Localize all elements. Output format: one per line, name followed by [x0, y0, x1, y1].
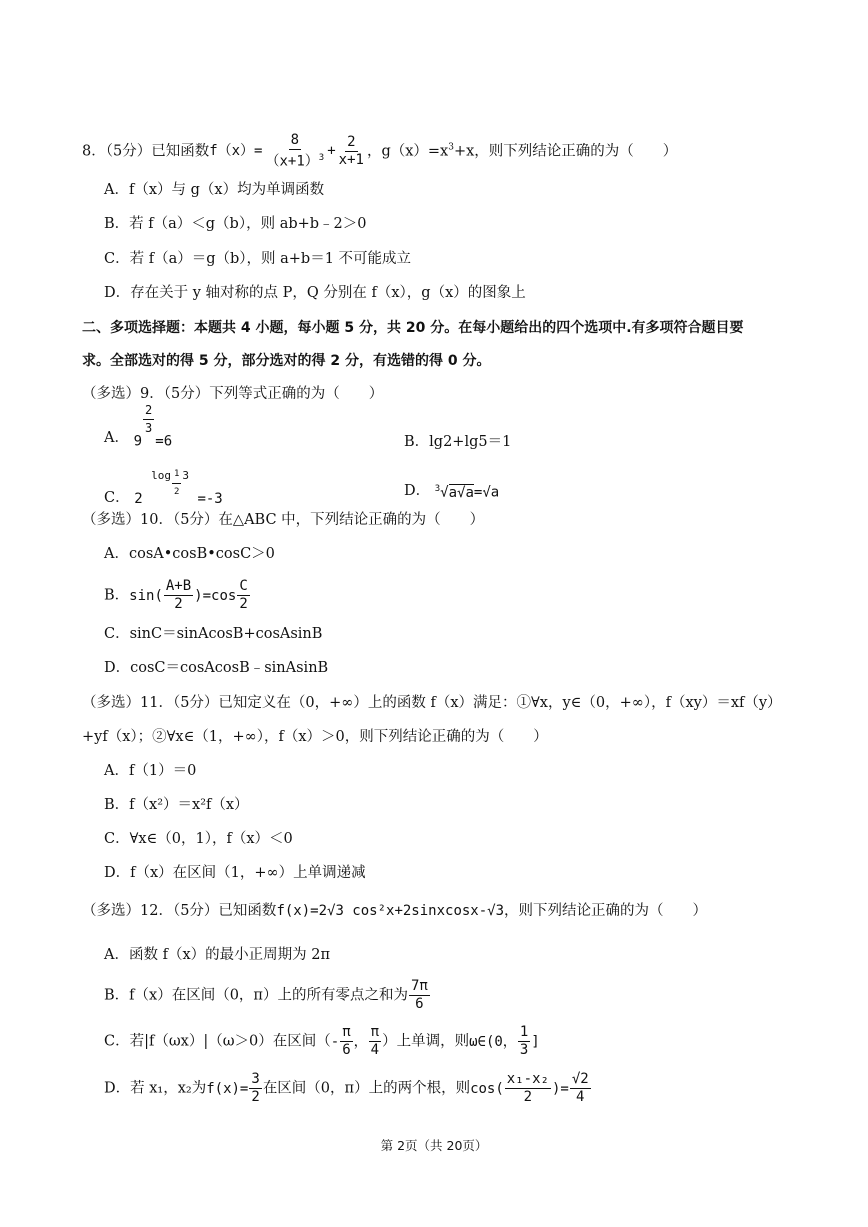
- q9-d-radical: √: [440, 484, 449, 501]
- q12-c-num3: 1: [519, 1024, 529, 1040]
- q8-stem-suffix-b: +x，则下列结论正确的为（ ）: [453, 143, 678, 160]
- q12-option-b: [104, 978, 431, 1013]
- q8-frac1: [264, 132, 327, 171]
- q12-c-num1: π: [342, 1024, 351, 1040]
- q8-option-a: A．f（x）与 g（x）均为单调函数: [104, 182, 325, 198]
- q12-stem-suffix: ，则下列结论正确的为（ ）: [504, 903, 708, 919]
- q12-c-num2: π: [370, 1024, 380, 1040]
- q9-a-exp: [143, 402, 154, 437]
- q11-option-c: C．∀x∈（0，1），f（x）＜0: [104, 831, 293, 847]
- q11-stem-line2: +yf（x）；②∀x∈（1，+∞），f（x）＞0，则下列结论正确的为（ ）: [82, 729, 548, 745]
- q8-stem: [82, 132, 677, 171]
- q12-d-num3: √2: [571, 1071, 589, 1087]
- q10-option-b: [104, 578, 251, 613]
- q9-c-exponent: [151, 468, 190, 497]
- q12-b-frac: [409, 978, 430, 1013]
- q10-option-a: A．cosA•cosB•cosC＞0: [104, 546, 275, 562]
- q9-c-sub-num: 1: [172, 466, 181, 484]
- q12-stem-prefix: （多选）12．（5分）已知函数: [82, 903, 277, 919]
- q8-stem-exp: 3: [448, 142, 454, 153]
- q12-option-d: [104, 1071, 592, 1106]
- q12-d-den2: 2: [523, 1089, 533, 1105]
- q10-option-d: D．cosC＝cosAcosB﹣sinAsinB: [104, 660, 329, 676]
- q8-option-c: C．若 f（a）＝g（b），则 a+b＝1 不可能成立: [104, 251, 412, 267]
- q12-formula: f(x)=2√3 cos²x+2sinxcosx-√3: [276, 903, 505, 919]
- q12-d-den: 2: [251, 1089, 260, 1105]
- q9-stem: （多选）9．（5分）下列等式正确的为（ ）: [82, 386, 384, 402]
- q12-c-end: ]: [531, 1033, 540, 1050]
- q11-stem-line1: （多选）11．（5分）已知定义在（0，+∞）上的函数 f（x）满足：①∀x，y∈（0，+∞），f（xy）＝xf（y）: [82, 695, 782, 711]
- q9-d-label: D．: [404, 482, 431, 499]
- q8-stem-prefix: 8．（5分）已知函数: [82, 143, 210, 160]
- q9-a-expr: [133, 403, 173, 459]
- section2-line2: 求。全部选对的得 5 分，部分选对的得 2 分，有选错的得 0 分。: [82, 353, 491, 369]
- q12-d-frac3: [570, 1071, 591, 1106]
- q9-option-c: [104, 458, 223, 507]
- q8-frac1-num: 8: [290, 132, 300, 148]
- q12-d-mid: 在区间（0，π）上的两个根，则: [262, 1080, 471, 1097]
- q8-f-label: f（x）=: [209, 143, 263, 160]
- q9-c-arg: 3: [182, 468, 190, 482]
- q10-b-num: A+B: [165, 578, 192, 594]
- q12-d-prefix: D．若 x₁，x₂为: [104, 1080, 207, 1097]
- q8-plus: +: [327, 143, 336, 160]
- q12-c-frac3: [518, 1024, 530, 1059]
- q9-d-radicand: a√a: [448, 484, 474, 501]
- q8-frac1-den: （x+1）: [265, 153, 319, 170]
- q9-option-b: B．lg2+lg5＝1: [404, 434, 512, 450]
- q10-b-den2: 2: [239, 596, 248, 612]
- q12-c-mid: ）上单调，则: [382, 1033, 470, 1050]
- q9-a-exp-num: 2: [143, 402, 154, 420]
- q10-b-sin: sin(: [129, 587, 163, 604]
- q8-option-b: B．若 f（a）＜g（b），则 ab+b﹣2＞0: [104, 216, 367, 232]
- q10-b-mid: )=cos: [194, 587, 237, 604]
- q12-b-num: 7π: [410, 978, 428, 994]
- q9-c-sub-den: 2: [173, 487, 180, 497]
- q9-a-base: 9: [133, 433, 143, 450]
- q10-option-c: C．sinC＝sinAcosB+cosAsinB: [104, 626, 323, 642]
- q9-c-rest: =-3: [197, 490, 223, 507]
- page-footer: 第 2页（共 20页）: [380, 1138, 488, 1153]
- q10-b-frac2: [237, 578, 249, 613]
- section2-line1: 二、多项选择题：本题共 4 小题，每小题 5 分，共 20 分。在每小题给出的四个选项中.有多项符合题目要: [82, 320, 744, 336]
- q9-a-label: A．: [104, 430, 129, 446]
- q12-c-den1: 6: [342, 1042, 351, 1058]
- q10-stem: （多选）10．（5分）在△ABC 中，下列结论正确的为（ ）: [82, 512, 485, 528]
- q12-c-frac2: [369, 1024, 381, 1059]
- q9-option-a: [104, 403, 173, 450]
- q10-b-label: B．: [104, 587, 130, 604]
- q9-d-root-index: 3: [434, 484, 441, 494]
- q9-c-label: C．: [104, 489, 130, 506]
- q12-stem: [82, 901, 707, 921]
- q11-option-b: B．f（x²）＝x²f（x）: [104, 797, 249, 813]
- q8-stem-suffix-a: ，g（x）=x: [366, 143, 449, 160]
- q12-d-num: 3: [251, 1071, 260, 1087]
- q10-b-num2: C: [239, 578, 248, 594]
- q8-frac2-num: 2: [347, 133, 356, 150]
- q9-c-expr: [134, 458, 223, 507]
- q12-c-frac1: [340, 1024, 352, 1059]
- q12-c-den2: 4: [370, 1042, 380, 1058]
- q9-c-base-frac: [172, 466, 181, 501]
- q9-c-base: 2: [134, 490, 143, 507]
- q10-b-den: 2: [174, 596, 183, 612]
- q8-frac2-den: x+1: [338, 151, 364, 168]
- q10-b-frac1: [164, 578, 193, 613]
- q12-option-a: A．函数 f（x）的最小正周期为 2π: [104, 947, 330, 963]
- q8-frac2: [337, 134, 366, 169]
- q12-b-den: 6: [415, 996, 424, 1012]
- q9-d-expr: [435, 479, 499, 503]
- q12-d-eq: )=: [551, 1080, 569, 1097]
- q12-c-prefix: C．若|f（ωx）|（ω＞0）在区间（: [104, 1033, 331, 1050]
- q11-option-a: A．f（1）＝0: [104, 763, 197, 779]
- q12-d-num2: x₁-x₂: [506, 1071, 549, 1087]
- q8-option-d: D．存在关于 y 轴对称的点 P，Q 分别在 f（x），g（x）的图象上: [104, 285, 526, 301]
- q12-d-frac1: [249, 1071, 261, 1106]
- q12-b-prefix: B．f（x）在区间（0，π）上的所有零点之和为: [104, 987, 408, 1004]
- q12-d-den3: 4: [576, 1089, 585, 1105]
- q9-option-d: [404, 479, 499, 503]
- q8-frac1-exp: 3: [318, 153, 325, 163]
- q9-a-exp-den: 3: [145, 421, 153, 435]
- q9-d-right: =√a: [473, 484, 500, 501]
- q12-c-den3: 3: [519, 1042, 529, 1058]
- q12-d-f: f(x)=: [206, 1080, 249, 1097]
- q12-d-frac2: [505, 1071, 551, 1106]
- q11-option-d: D．f（x）在区间（1，+∞）上单调递减: [104, 865, 366, 881]
- q12-d-cos: cos(: [470, 1080, 504, 1097]
- q9-a-rest: =6: [155, 433, 173, 450]
- q9-c-log: log: [151, 468, 171, 482]
- q12-c-omega: ω∈(0，: [469, 1033, 517, 1050]
- q12-option-c: C．若|f（ωx）|（ω＞0）在区间（- $\frac{\pi}{6}$ ， $\frac{\pi}{4}$ ）上单调，则ω∈(0， $\frac{1}{3}$ ]: [104, 1024, 540, 1058]
